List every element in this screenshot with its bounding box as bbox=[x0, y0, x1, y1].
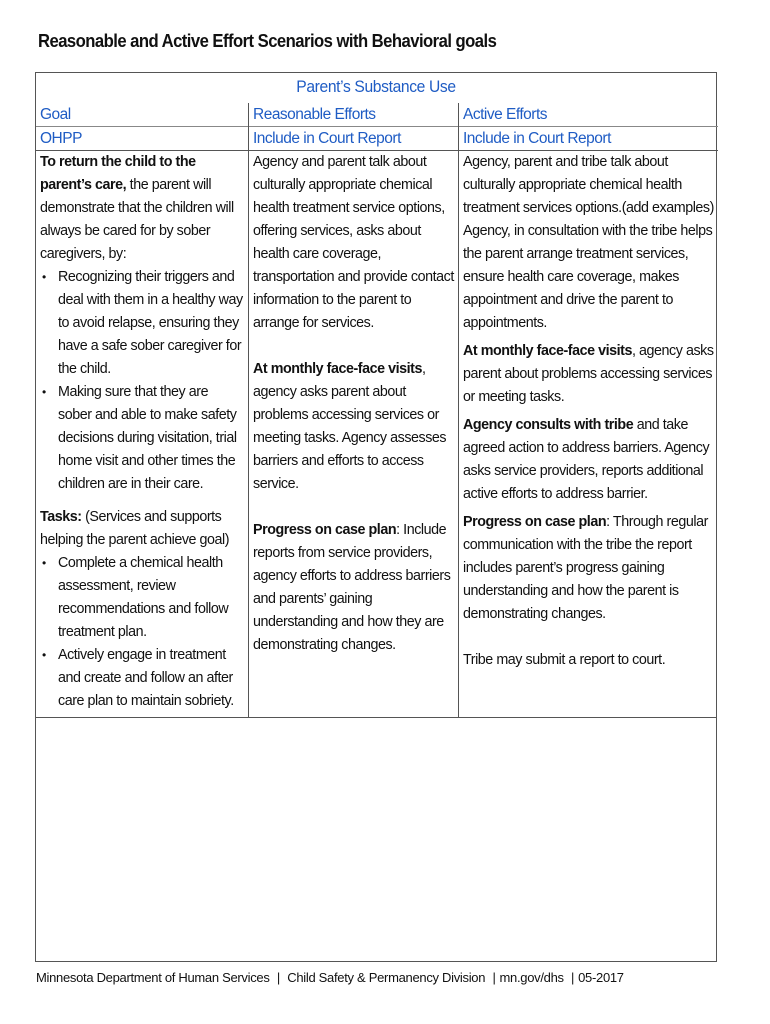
active-efforts-column bbox=[458, 103, 718, 717]
bullet-icon: • bbox=[42, 270, 46, 284]
reasonable-p2 bbox=[253, 358, 454, 496]
list-item bbox=[40, 644, 244, 713]
footer-site: mn.gov/dhs bbox=[499, 970, 564, 985]
reasonable-p3-bold: Progress on case plan bbox=[253, 522, 397, 538]
reasonable-header: Reasonable Efforts bbox=[249, 103, 458, 127]
tasks-text: (Services and supports helping the parent achieve goal) bbox=[40, 509, 230, 548]
reasonable-p3 bbox=[253, 519, 454, 657]
page-footer bbox=[36, 970, 628, 985]
list-item bbox=[40, 381, 244, 496]
active-p2 bbox=[463, 340, 714, 409]
active-p2-bold: At monthly face-face visits bbox=[463, 343, 632, 359]
reasonable-p1: Agency and parent talk about culturally appropriate chemical health treatment service options, offering services, asks about health care coverage, transportation and provide contact information to the parent to arrange for services. bbox=[253, 154, 454, 331]
active-p3-bold: Agency consults with tribe bbox=[463, 417, 634, 433]
active-p5: Tribe may submit a report to court. bbox=[463, 652, 666, 668]
goal-intro-bold: To return the child to the parent’s care, bbox=[40, 154, 196, 193]
list-item bbox=[40, 266, 244, 381]
footer-org: Minnesota Department of Human Services bbox=[36, 970, 270, 985]
tasks-bullet-list bbox=[40, 552, 244, 713]
active-subheader: Include in Court Report bbox=[459, 127, 718, 151]
bullet-icon: • bbox=[42, 556, 46, 570]
bullet-icon: • bbox=[42, 385, 46, 399]
active-p2-text: , agency asks parent about problems accessing services or meeting tasks. bbox=[463, 343, 714, 405]
goal-bullet-list bbox=[40, 266, 244, 496]
tasks-intro bbox=[40, 506, 244, 552]
active-p3 bbox=[463, 414, 714, 506]
reasonable-p2-bold: At monthly face-face visits bbox=[253, 361, 422, 377]
active-p4-text: : Through regular communication with the tribe the report includes parent’s progress gaining understanding and how the parent is demonstrating changes. bbox=[463, 514, 708, 622]
footer-separator: | bbox=[276, 970, 280, 985]
goal-intro-text: the parent will demonstrate that the children will always be cared for by sober caregivers, by: bbox=[40, 177, 234, 262]
goal-header: Goal bbox=[36, 103, 248, 127]
list-item bbox=[40, 552, 244, 644]
active-p4 bbox=[463, 511, 714, 626]
active-p4-bold: Progress on case plan bbox=[463, 514, 607, 530]
goal-bullet-text: Recognizing their triggers and deal with them in a healthy way to avoid relapse, ensuring they have a safe sober caregiver for the child. bbox=[58, 269, 243, 377]
goal-bullet-text: Making sure that they are sober and able to make safety decisions during visitation, trial home visit and other times the children are in their care. bbox=[58, 384, 237, 492]
task-bullet-text: Actively engage in treatment and create and follow an after care plan to maintain sobriety. bbox=[58, 647, 234, 709]
reasonable-p3-text: : Include reports from service providers, agency efforts to address barriers and parents’ gaining understanding and how they are demonstrating changes. bbox=[253, 522, 451, 653]
active-p3-text: and take agreed action to address barriers. Agency asks service providers, reports additional active efforts to address barrier. bbox=[463, 417, 710, 502]
scenario-table bbox=[35, 72, 717, 962]
reasonable-subheader: Include in Court Report bbox=[249, 127, 458, 151]
table-divider bbox=[36, 717, 716, 718]
reasonable-p2-text: , agency asks parent about problems accessing services or meeting tasks. Agency assesses barriers and efforts to access service. bbox=[253, 361, 447, 492]
goal-intro bbox=[40, 151, 244, 266]
active-p1: Agency, parent and tribe talk about culturally appropriate chemical health treatment services options.(add examples) Agency, in consultation with the tribe helps the parent arrange treatment services, ensure health care coverage, makes appointment and drive the parent to appointments. bbox=[463, 154, 714, 331]
goal-subheader: OHPP bbox=[36, 127, 248, 151]
section-title: Parent’s Substance Use bbox=[296, 77, 456, 96]
footer-date: 05-2017 bbox=[578, 970, 624, 985]
footer-separator: | bbox=[571, 970, 575, 985]
page-title: Reasonable and Active Effort Scenarios with Behavioral goals bbox=[38, 30, 497, 51]
task-bullet-text: Complete a chemical health assessment, review recommendations and follow treatment plan. bbox=[58, 555, 229, 640]
active-header: Active Efforts bbox=[459, 103, 718, 127]
footer-division: Child Safety & Permanency Division bbox=[287, 970, 486, 985]
footer-separator: | bbox=[492, 970, 496, 985]
goal-column bbox=[36, 103, 248, 717]
bullet-icon: • bbox=[42, 648, 46, 662]
tasks-label: Tasks: bbox=[40, 509, 82, 525]
reasonable-efforts-column bbox=[248, 103, 458, 717]
